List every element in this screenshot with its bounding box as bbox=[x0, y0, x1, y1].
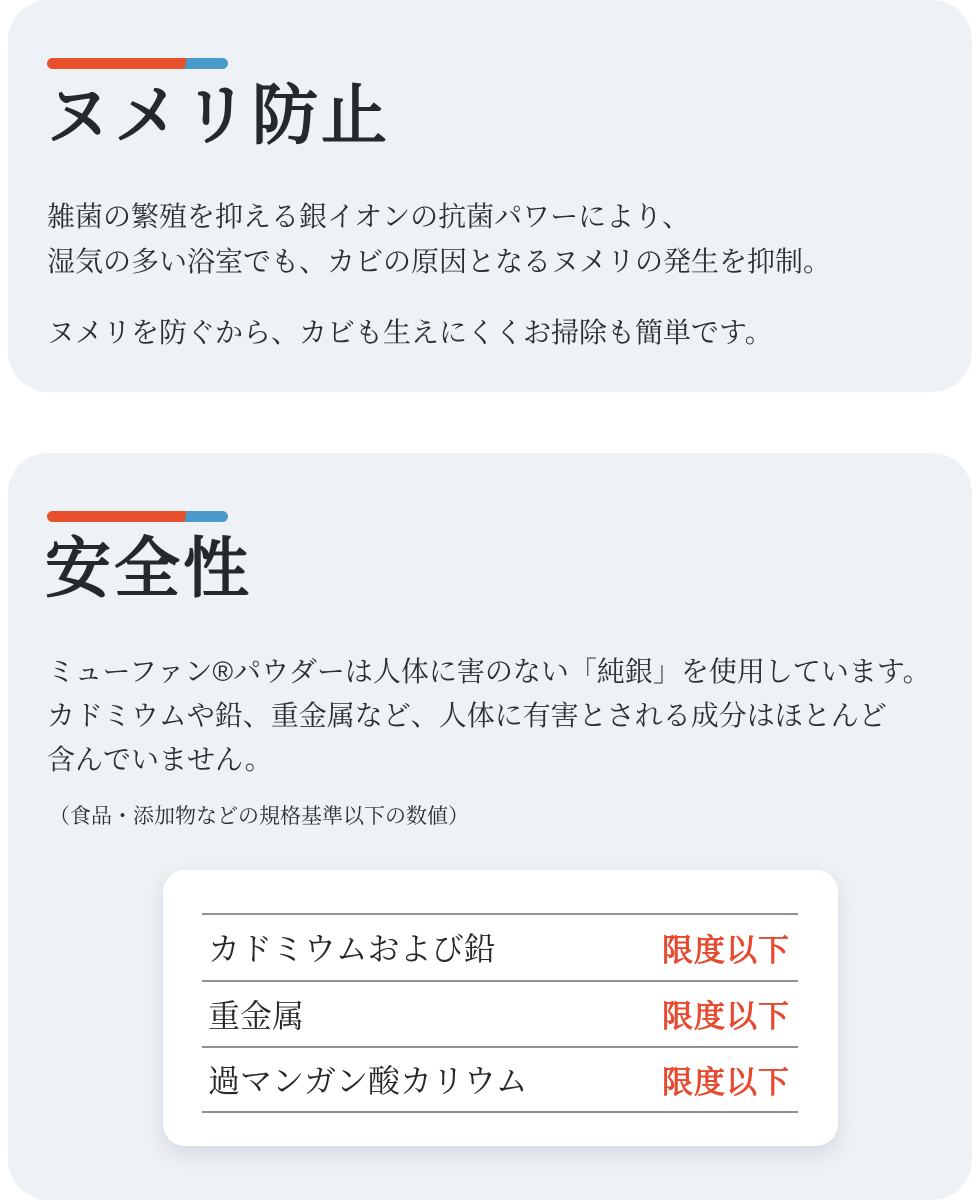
limits-table bbox=[202, 913, 798, 1113]
safety-note: （食品・添加物などの規格基準以下の数値） bbox=[49, 805, 469, 828]
section-title-safety: 安全性 bbox=[45, 531, 252, 605]
section-title-numeri: ヌメリ防止 bbox=[45, 78, 390, 152]
numeri-line-2: 湿気の多い浴室でも、カビの原因となるヌメリの発生を抑制。 bbox=[47, 246, 832, 277]
table-row bbox=[202, 913, 798, 980]
limit-value: 限度以下 bbox=[662, 999, 790, 1035]
numeri-line-1: 雑菌の繁殖を抑える銀イオンの抗菌パワーにより、 bbox=[47, 201, 691, 232]
safety-paragraph bbox=[47, 650, 931, 782]
section-numeri-boushi bbox=[8, 0, 972, 392]
accent-bar bbox=[47, 511, 228, 522]
section-anzensei bbox=[8, 453, 972, 1200]
table-row bbox=[202, 980, 798, 1047]
safety-line-3: 含んでいません。 bbox=[47, 744, 273, 775]
limit-label: 重金属 bbox=[208, 997, 305, 1034]
limit-label: 過マンガン酸カリウム bbox=[208, 1063, 528, 1100]
safety-line-1: ミューファン®パウダーは人体に害のない「純銀」を使用しています。 bbox=[47, 656, 931, 687]
numeri-paragraph-2: ヌメリを防ぐから、カビも生えにくくお掃除も簡単です。 bbox=[47, 317, 773, 348]
safety-line-2: カドミウムや鉛、重金属など、人体に有害とされる成分はほとんど bbox=[47, 700, 887, 731]
limit-value: 限度以下 bbox=[662, 1064, 790, 1100]
accent-bar bbox=[47, 58, 228, 69]
limits-card bbox=[163, 870, 838, 1146]
limit-value: 限度以下 bbox=[662, 932, 790, 968]
table-row bbox=[202, 1046, 798, 1113]
limit-label: カドミウムおよび鉛 bbox=[208, 931, 496, 968]
numeri-paragraph-1 bbox=[47, 194, 831, 284]
